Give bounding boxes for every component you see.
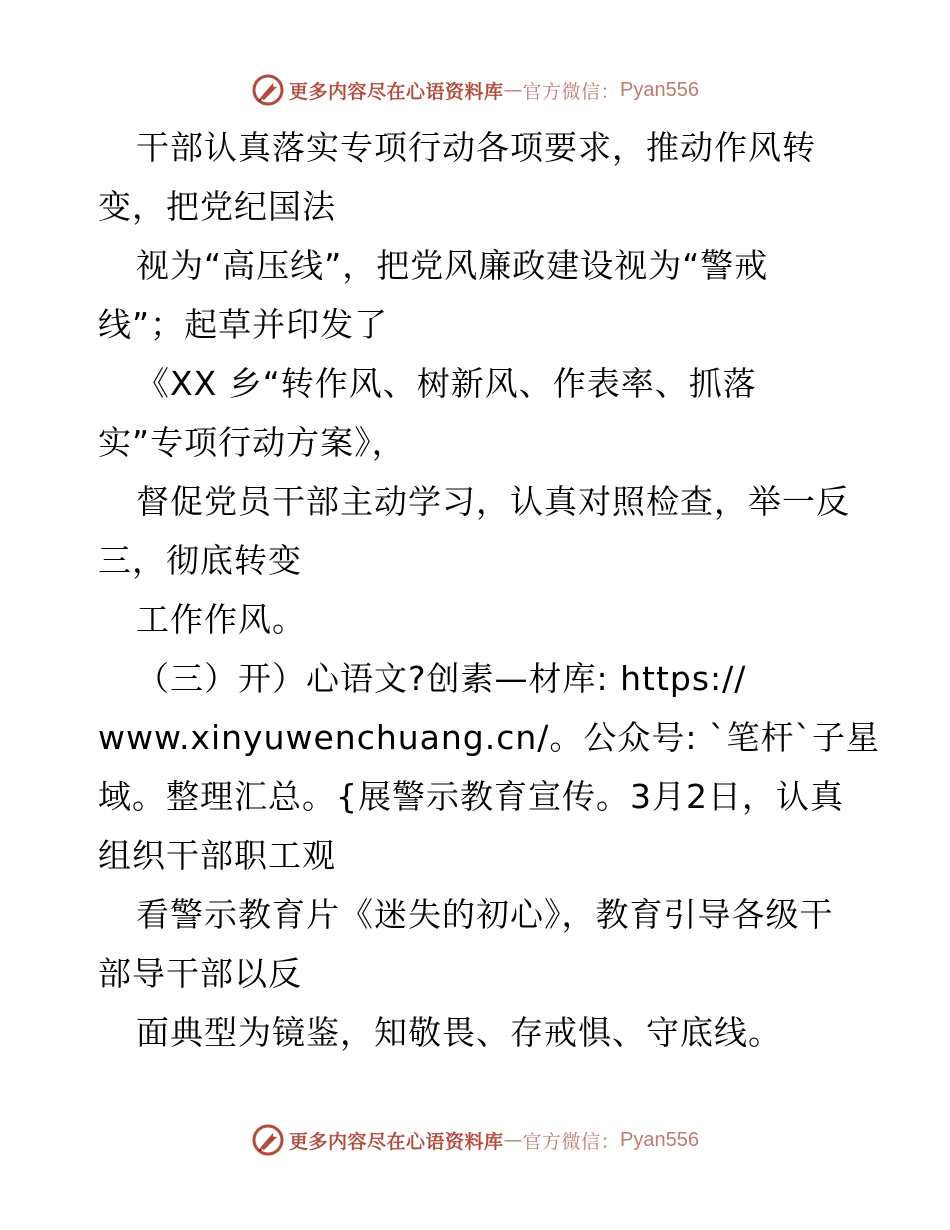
banner-dash: —	[503, 1129, 523, 1151]
banner-wechat-id: Pyan556	[620, 78, 699, 101]
text-line: （三）开）心语文?创素—材库: https://	[136, 659, 747, 698]
banner-wechat-label: 官方微信：	[522, 80, 621, 103]
text-line: 三，彻底转变	[98, 541, 302, 580]
text-line: 干部认真落实专项行动各项要求，推动作风转	[136, 128, 816, 167]
footer-banner	[0, 1120, 950, 1160]
banner-text: 更多内容尽在心语资料库	[289, 80, 504, 103]
header-banner	[0, 70, 950, 110]
text-line: 域。整理汇总。{展警示教育宣传。3月2日，认真	[98, 777, 844, 816]
banner-dash: —	[503, 79, 523, 101]
banner-text: 更多内容尽在心语资料库	[289, 1130, 504, 1153]
text-line: 视为“高压线”，把党风廉政建设视为“警戒	[136, 246, 769, 285]
text-line: 督促党员干部主动学习，认真对照检查，举一反	[136, 482, 850, 521]
text-line: 工作作风。	[136, 600, 306, 639]
text-line: 部导干部以反	[98, 954, 302, 993]
pen-logo-icon	[251, 1123, 285, 1157]
text-line: 线”；起草并印发了	[98, 305, 389, 344]
text-line: 《XX 乡“转作风、树新风、作表率、抓落	[136, 364, 757, 403]
text-line: www.xinyuwenchuang.cn/。公众号: `笔杆`子星	[98, 718, 881, 757]
banner-wechat-label: 官方微信：	[522, 1130, 621, 1153]
text-line: 变，把党纪国法	[98, 187, 336, 226]
document-body	[98, 118, 881, 1062]
text-line: 实”专项行动方案》，	[98, 423, 406, 462]
banner-wechat-id: Pyan556	[620, 1128, 699, 1151]
text-line: 看警示教育片《迷失的初心》，教育引导各级干	[136, 895, 834, 934]
text-line: 面典型为镜鉴，知敬畏、存戒惧、守底线。	[136, 1013, 782, 1052]
pen-logo-icon	[251, 73, 285, 107]
text-line: 组织干部职工观	[98, 836, 336, 875]
